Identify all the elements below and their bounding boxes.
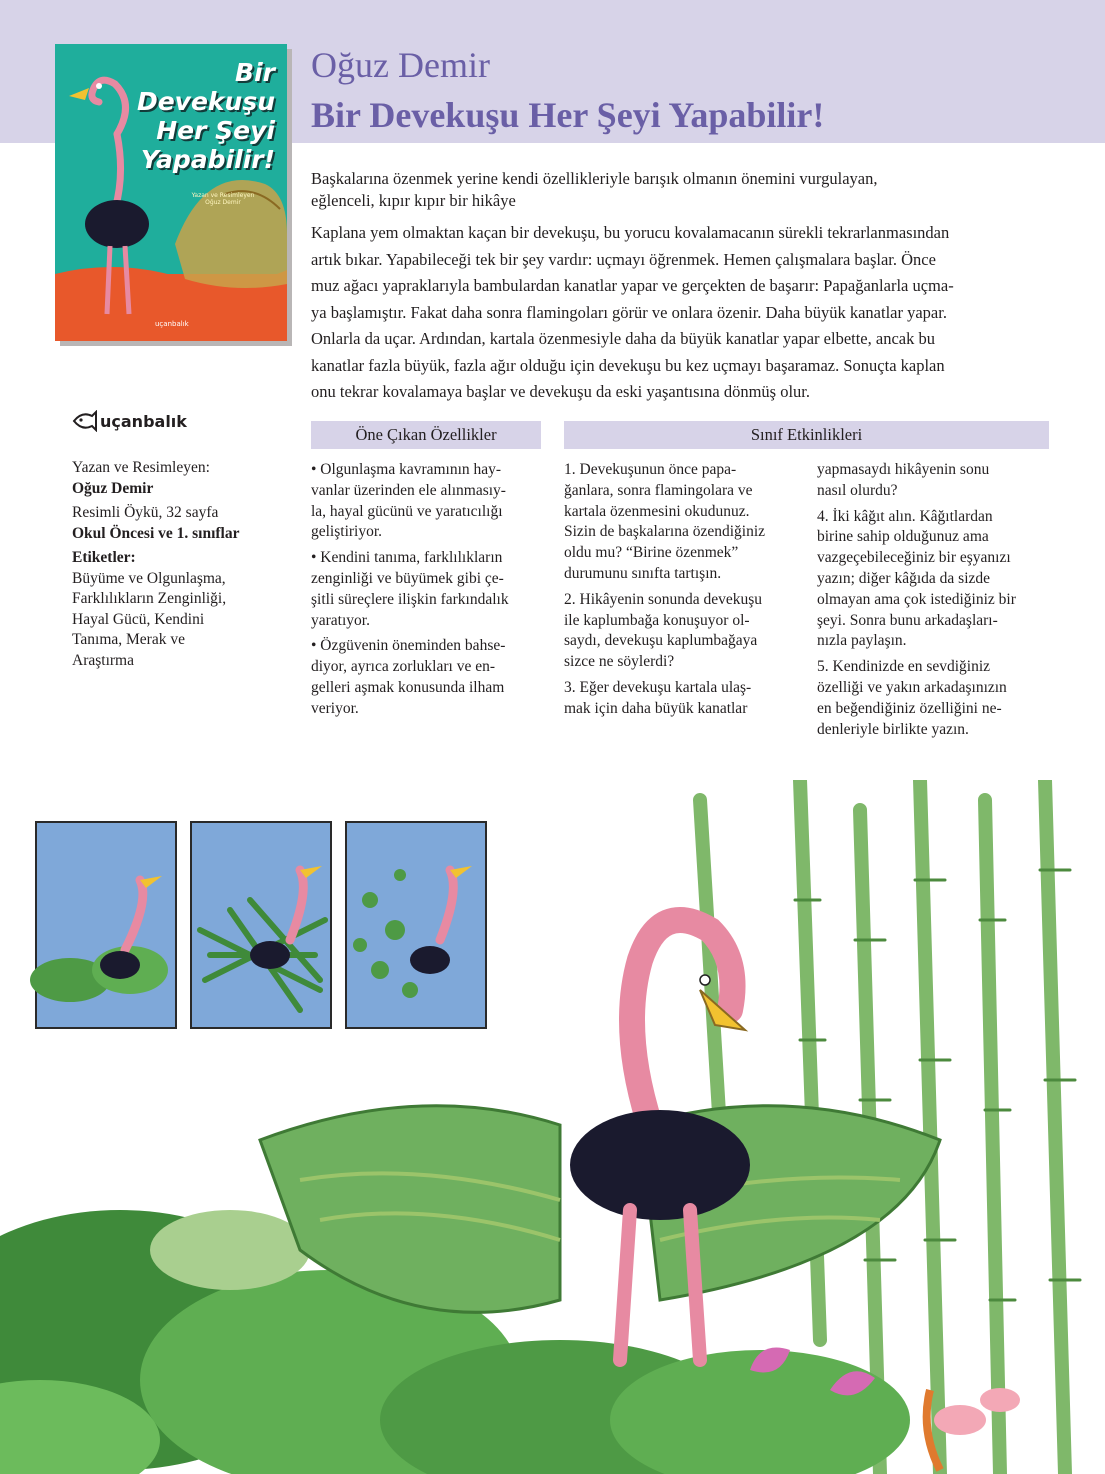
publisher-logo-text: uçanbalık <box>100 411 187 431</box>
summary-line: ya başlamıştır. Fakat daha sonra flamingoları görür ve onlara özenir. Daha büyük kanatlar yapar. <box>311 302 947 322</box>
credit-label: Yazan ve Resimleyen: <box>72 459 210 476</box>
summary-line: kanatlar fazla büyük, fazla ağır olduğu için devekuşu bu kez uçmayı başaramaz. Sonuçta kaplan <box>311 355 945 375</box>
summary-lead <box>311 168 1051 212</box>
tag-line: Hayal Gücü, Kendini <box>72 610 205 628</box>
cover-title <box>125 58 275 174</box>
credit-name: Oğuz Demir <box>72 479 154 497</box>
cover-credit: Yazan ve Resimleyen Oğuz Demir <box>191 192 255 206</box>
features-list <box>311 460 547 725</box>
activity-item: 3. Eğer devekuşu kartala ulaş- mak için daha büyük kanatlar <box>564 678 752 717</box>
feature-item: • Olgunlaşma kavramının hay- vanlar üzerinden ele alınmasıy- la, hayal gücünü ve yaratıcılığı geliştiriyor. <box>311 461 506 541</box>
summary-lead-line: eğlenceli, kıpır kıpır bir hikâye <box>311 191 516 210</box>
ostrich-jungle-illustration <box>0 780 1105 1474</box>
tag-line: Farklılıkların Zenginliği, <box>72 590 227 607</box>
features-heading: Öne Çıkan Özellikler <box>311 421 541 449</box>
tag-line: Büyüme ve Olgunlaşma, <box>72 569 226 587</box>
book-format: Resimli Öykü, 32 sayfa <box>72 504 219 521</box>
grade-level: Okul Öncesi ve 1. sınıflar <box>72 524 240 542</box>
activity-item: 5. Kendinizde en sevdiğiniz özelliği ve yakın arkadaşınızın en beğendiğiniz özelliğini ne- denleriyle birlikte yazın. <box>817 658 1007 738</box>
book-info <box>72 458 292 671</box>
author-name: Oğuz Demir <box>311 45 490 85</box>
cover-title-line: Bir <box>235 58 275 87</box>
summary-line: Onlarla da uçar. Ardından, kartala özenmesiyle daha da büyük kanatlar yapar elbette, ancak bu <box>311 329 935 348</box>
tag-line: Tanıma, Merak ve <box>72 631 185 648</box>
activity-item: 2. Hikâyenin sonunda devekuşu ile kaplumbağa konuşuyor ol- saydı, devekuşu kaplumbağaya sizce ne söylerdi? <box>564 590 763 671</box>
summary-line: artık bıkar. Yapabileceği tek bir şey vardır: uçmayı öğrenmek. Hemen çalışmalara başlar. Önce <box>311 249 936 269</box>
cover-title-line: Yapabilir! <box>140 145 275 174</box>
summary-line: Kaplana yem olmaktan kaçan bir devekuşu, bu yorucu kovalamacanın sürekli tekrarlanmasından <box>311 223 950 242</box>
book-title: Bir Devekuşu Her Şeyi Yapabilir! <box>311 95 825 135</box>
activity-item: 4. İki kâğıt alın. Kâğıtlardan birine sahip olduğunuz ama vazgeçebileceğiniz bir eşyanızı yazın; diğer kâğıda da sizde olmayan ama çok istediğiniz bir şeyi. Sonra bunu arkadaşları- nızla paylaşın. <box>817 507 1016 650</box>
comic-panel <box>346 822 486 1028</box>
summary-lead-line: Başkalarına özenmek yerine kendi özellikleriyle barışık olmanın önemini vurgulayan, <box>311 169 878 188</box>
tag-line: Araştırma <box>72 651 134 669</box>
summary-line: onu tekrar kovalamaya başlar ve devekuşu da eski yaşantısına dönmüş olur. <box>311 382 810 401</box>
publisher-logo <box>72 410 187 432</box>
tags-label: Etiketler: <box>72 549 136 566</box>
comic-panel <box>191 822 331 1028</box>
activities-column-1 <box>564 460 804 725</box>
feature-item: • Kendini tanıma, farklılıkların zenginliği ve büyümek gibi çe- şitli süreçlere ilişkin farkındalık yaratıyor. <box>311 549 509 629</box>
activities-column-2 <box>817 460 1052 745</box>
summary-line: muz ağacı yapraklarıyla bambulardan kanatlar yapar ve gerçekten de başarır: Papağanlarla uçma- <box>311 276 954 295</box>
comic-panel <box>30 822 176 1028</box>
activity-item: yapmasaydı hikâyenin sonu nasıl olurdu? <box>817 461 990 499</box>
activities-heading: Sınıf Etkinlikleri <box>564 421 1049 449</box>
book-cover <box>55 44 287 341</box>
cover-title-line: Devekuşu <box>136 87 275 116</box>
fish-logo-icon <box>72 410 98 432</box>
feature-item: • Özgüvenin öneminden bahse- diyor, ayrıca zorlukları ve en- gelleri aşmak konusunda ilham veriyor. <box>311 637 506 717</box>
activity-item: 1. Devekuşunun önce papa- ğanlara, sonra flamingolara ve kartala özenmesini okudunuz. Sizin de başkalarına özendiğiniz oldu mu? “Birine özenmek” durumunu sınıfta tartışın. <box>564 461 766 582</box>
cover-publisher: uçanbalık <box>155 320 189 328</box>
cover-title-line: Her Şeyi <box>156 116 275 145</box>
summary-text <box>311 220 1051 406</box>
